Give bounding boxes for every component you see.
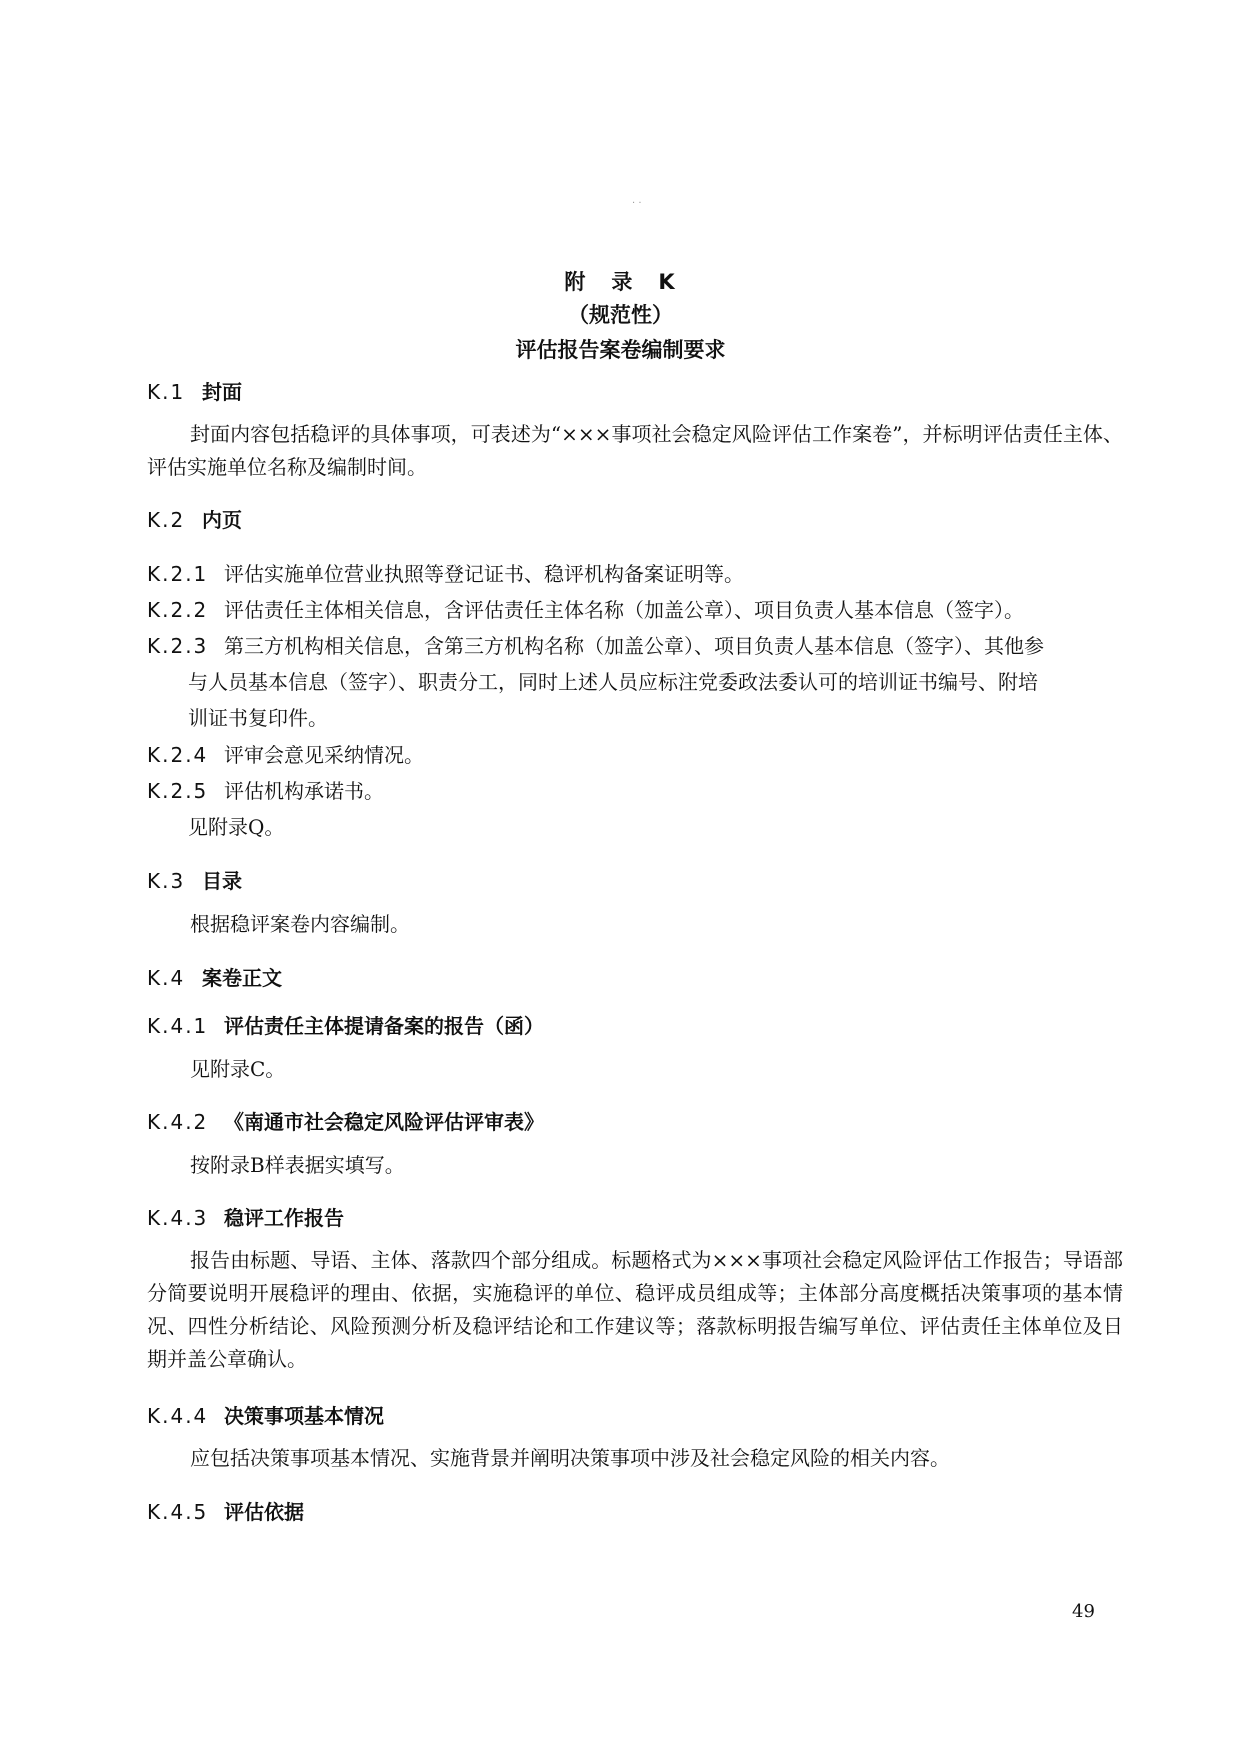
item-number: K.2.5 bbox=[147, 779, 209, 803]
section-number: K.4.5 bbox=[147, 1500, 209, 1524]
section-title: 目录 bbox=[202, 869, 242, 893]
appendix-label bbox=[0, 266, 1241, 296]
item-text: 评审会意见采纳情况。 bbox=[224, 743, 424, 767]
section-number: K.2 bbox=[147, 508, 186, 532]
section-title: 稳评工作报告 bbox=[224, 1206, 344, 1230]
subsection-heading-k4-5 bbox=[147, 1496, 304, 1525]
item-number: K.2.4 bbox=[147, 743, 209, 767]
section-number: K.3 bbox=[147, 869, 186, 893]
item-text: 评估实施单位营业执照等登记证书、稳评机构备案证明等。 bbox=[224, 562, 744, 586]
item-text: 第三方机构相关信息，含第三方机构名称（加盖公章）、项目负责人基本信息（签字）、其他参 bbox=[224, 634, 1044, 658]
list-item-continuation: 训证书复印件。 bbox=[188, 706, 328, 730]
section-title: 《南通市社会稳定风险评估评审表》 bbox=[224, 1110, 544, 1134]
section-heading-k2 bbox=[147, 504, 242, 533]
item-number: K.2.2 bbox=[147, 598, 209, 622]
subsection-body-k4-1: 见附录C。 bbox=[190, 1057, 286, 1081]
section-title: 封面 bbox=[202, 380, 242, 404]
subsection-heading-k4-4 bbox=[147, 1400, 384, 1429]
list-item-continuation: 见附录Q。 bbox=[188, 815, 285, 839]
item-text: 评估责任主体相关信息，含评估责任主体名称（加盖公章）、项目负责人基本信息（签字）。 bbox=[224, 598, 1024, 622]
section-number: K.4.2 bbox=[147, 1110, 209, 1134]
list-item-continuation: 与人员基本信息（签字）、职责分工，同时上述人员应标注党委政法委认可的培训证书编号、附培 bbox=[188, 670, 1038, 694]
list-item-k2-2 bbox=[147, 594, 1024, 623]
list-item-k2-3 bbox=[147, 630, 1044, 659]
item-number: K.2.3 bbox=[147, 634, 209, 658]
section-body-k3: 根据稳评案卷内容编制。 bbox=[190, 912, 410, 936]
section-number: K.4.4 bbox=[147, 1404, 209, 1428]
section-title: 决策事项基本情况 bbox=[224, 1404, 384, 1428]
list-item-k2-1 bbox=[147, 558, 744, 587]
section-number: K.4.3 bbox=[147, 1206, 209, 1230]
appendix-label-part: 附 bbox=[564, 270, 588, 294]
appendix-subtitle: （规范性） bbox=[568, 303, 673, 327]
list-item-k2-4 bbox=[147, 739, 424, 768]
section-title: 评估依据 bbox=[224, 1500, 304, 1524]
appendix-label-part: 录 bbox=[611, 270, 635, 294]
subsection-body-k4-4: 应包括决策事项基本情况、实施背景并阐明决策事项中涉及社会稳定风险的相关内容。 bbox=[190, 1446, 950, 1470]
subsection-body-k4-2: 按附录B样表据实填写。 bbox=[190, 1153, 405, 1177]
subsection-heading-k4-1 bbox=[147, 1010, 544, 1039]
subsection-heading-k4-3 bbox=[147, 1202, 344, 1231]
section-number: K.1 bbox=[147, 380, 186, 404]
section-number: K.4.1 bbox=[147, 1014, 209, 1038]
section-number: K.4 bbox=[147, 966, 186, 990]
subsection-body-k4-3: 报告由标题、导语、主体、落款四个部分组成。标题格式为×××事项社会稳定风险评估工作报告；导语部分简要说明开展稳评的理由、依据，实施稳评的单位、稳评成员组成等；主体部分高度概括决策事项的基本情况、四性分析结论、风险预测分析及稳评结论和工作建议等；落款标明报告编写单位、评估责任主体单位及日期并盖公章确认。 bbox=[147, 1248, 1123, 1371]
appendix-title: 评估报告案卷编制要求 bbox=[515, 338, 726, 362]
subsection-heading-k4-2 bbox=[147, 1106, 544, 1135]
page-number: 49 bbox=[1072, 1601, 1095, 1622]
item-number: K.2.1 bbox=[147, 562, 209, 586]
scan-mark: · · bbox=[632, 198, 642, 209]
section-title: 内页 bbox=[202, 508, 242, 532]
appendix-label-part: K bbox=[658, 270, 677, 294]
section-title: 评估责任主体提请备案的报告（函） bbox=[224, 1014, 544, 1038]
section-title: 案卷正文 bbox=[202, 966, 282, 990]
section-heading-k4 bbox=[147, 962, 282, 991]
item-text: 评估机构承诺书。 bbox=[224, 779, 384, 803]
section-heading-k1 bbox=[147, 376, 242, 405]
section-body-k1: 封面内容包括稳评的具体事项，可表述为“×××事项社会稳定风险评估工作案卷”，并标明评估责任主体、评估实施单位名称及编制时间。 bbox=[147, 422, 1123, 479]
section-heading-k3 bbox=[147, 865, 242, 894]
list-item-k2-5 bbox=[147, 775, 384, 804]
